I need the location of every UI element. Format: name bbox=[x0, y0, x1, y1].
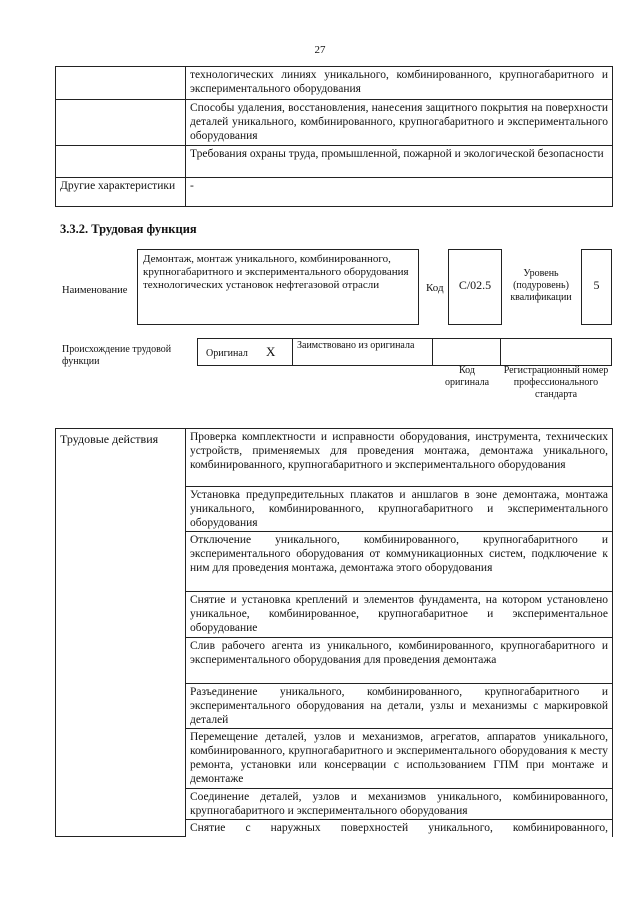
table-row bbox=[56, 146, 613, 178]
code-original-caption: Код оригинала bbox=[444, 365, 490, 388]
top-table bbox=[55, 66, 613, 207]
actions-label: Трудовые действия bbox=[56, 429, 186, 837]
action-item: Перемещение деталей, узлов и механизмов, агрегатов, аппаратов уникального, комбинированного, крупногабаритного и экспериментального оборудования к месту ремонта, установки или консервации с использованием ГПМ при монтаже и демонтаже bbox=[186, 729, 613, 789]
code-value: C/02.5 bbox=[458, 278, 492, 292]
borrowed-box bbox=[292, 338, 433, 366]
table-row bbox=[56, 67, 613, 100]
code-label: Код bbox=[426, 282, 444, 294]
table-row bbox=[56, 178, 613, 207]
name-value-box bbox=[137, 249, 419, 325]
row-label bbox=[56, 67, 186, 100]
action-item: Снятие с наружных поверхностей уникального, комбинированного, bbox=[186, 820, 613, 837]
level-label: Уровень (подуровень) квалификации bbox=[510, 268, 572, 303]
action-item: Отключение уникального, комбинированного, крупногабаритного и экспериментального оборудования от коммуникационных систем, подключение к ним для проведения монтажа, демонтажа этого оборудования bbox=[186, 532, 613, 592]
table-row bbox=[56, 429, 613, 487]
action-item: Слив рабочего агента из уникального, комбинированного, крупногабаритного и экспериментального оборудования для проведения демонтажа bbox=[186, 638, 613, 684]
original-mark: X bbox=[266, 344, 276, 359]
origin-label: Происхождение трудовой функции bbox=[62, 344, 172, 367]
action-item: Снятие и установка креплений и элементов фундамента, на котором установлено уникальное, комбинированное, крупногабаритное и экспериментальное оборудование bbox=[186, 592, 613, 638]
name-label: Наименование bbox=[62, 285, 128, 296]
reg-number-caption: Регистрационный номер профессионального стандарта bbox=[503, 365, 609, 400]
actions-table bbox=[55, 428, 613, 837]
borrowed-label: Заимствовано из оригинала bbox=[297, 340, 415, 351]
level-value-box bbox=[581, 249, 612, 325]
name-value: Демонтаж, монтаж уникального, комбинированного, крупногабаритного и экспериментального оборудования технологических установок нефтегазовой отрасли bbox=[143, 253, 409, 291]
row-label bbox=[56, 146, 186, 178]
page-number: 27 bbox=[314, 44, 326, 56]
action-item: Установка предупредительных плакатов и аншлагов в зоне демонтажа, монтажа уникального, комбинированного, крупногабаритного и экспериментального оборудования bbox=[186, 487, 613, 532]
original-label: Оригинал bbox=[206, 348, 248, 359]
level-value: 5 bbox=[593, 278, 600, 292]
row-label bbox=[56, 100, 186, 146]
action-item: Проверка комплектности и исправности оборудования, инструмента, технических устройств, применяемых для проведения монтажа, демонтажа уникального, комбинированного, крупногабаритного и экспериментального оборудования bbox=[186, 429, 613, 487]
row-label: Другие характеристики bbox=[56, 178, 186, 207]
action-item: Разъединение уникального, комбинированного, крупногабаритного и экспериментального оборудования на детали, узлы и механизмы с маркировкой деталей bbox=[186, 684, 613, 729]
table-row bbox=[56, 100, 613, 146]
action-item: Соединение деталей, узлов и механизмов уникального, комбинированного, крупногабаритного и экспериментального оборудования bbox=[186, 789, 613, 820]
reg-number-box bbox=[500, 338, 612, 366]
row-text: Требования охраны труда, промышленной, пожарной и экологической безопасности bbox=[186, 146, 613, 178]
section-title: 3.3.2. Трудовая функция bbox=[60, 222, 197, 236]
original-box bbox=[197, 338, 293, 366]
code-value-box bbox=[448, 249, 502, 325]
row-text: технологических линиях уникального, комбинированного, крупногабаритного и экспериментального оборудования bbox=[186, 67, 613, 100]
row-text: - bbox=[186, 178, 613, 207]
row-text: Способы удаления, восстановления, нанесения защитного покрытия на поверхности деталей уникального, комбинированного, крупногабаритного и экспериментального оборудования bbox=[186, 100, 613, 146]
code-original-box bbox=[432, 338, 501, 366]
